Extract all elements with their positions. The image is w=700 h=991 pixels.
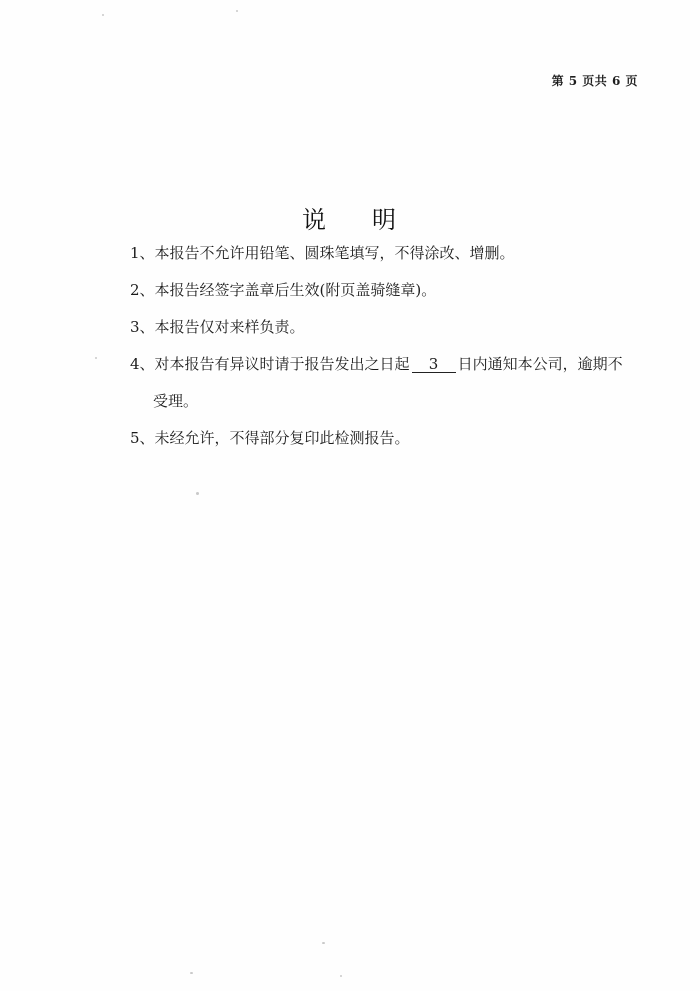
scan-speck (102, 14, 104, 16)
scan-speck (95, 357, 97, 359)
days-blank: 3 (412, 356, 456, 373)
note-text: 本报告不允许用铅笔、圆珠笔填写，不得涂改、增删。 (154, 244, 515, 262)
note-item (130, 428, 650, 448)
note-number: 1、 (130, 244, 155, 262)
note-text: 对本报告有异议时请于报告发出之日起 (154, 355, 410, 373)
notes-list (130, 243, 650, 465)
scan-speck (196, 492, 199, 495)
title-char: 明 (372, 206, 398, 234)
note-item (130, 317, 650, 337)
note-text: 本报告仅对来样负责。 (154, 318, 305, 336)
title-char: 说 (302, 206, 328, 234)
scan-speck (340, 975, 342, 977)
note-text: 本报告经签字盖章后生效(附页盖骑缝章)。 (154, 281, 437, 299)
note-number: 5、 (130, 429, 155, 447)
scan-speck (190, 972, 193, 974)
note-item (130, 354, 650, 411)
scan-speck (322, 942, 325, 944)
page-title (0, 200, 700, 235)
page-number: 第 5 页共 6 页 (551, 74, 638, 88)
note-continuation: 受理。 (153, 392, 199, 410)
note-number: 2、 (130, 281, 155, 299)
note-item (130, 243, 650, 263)
note-number: 3、 (130, 318, 155, 336)
note-number: 4、 (130, 355, 155, 373)
note-text: 日内通知本公司，逾期不 (457, 355, 623, 373)
note-text: 未经允许，不得部分复印此检测报告。 (154, 429, 410, 447)
note-item (130, 280, 650, 300)
scan-speck (236, 10, 238, 12)
